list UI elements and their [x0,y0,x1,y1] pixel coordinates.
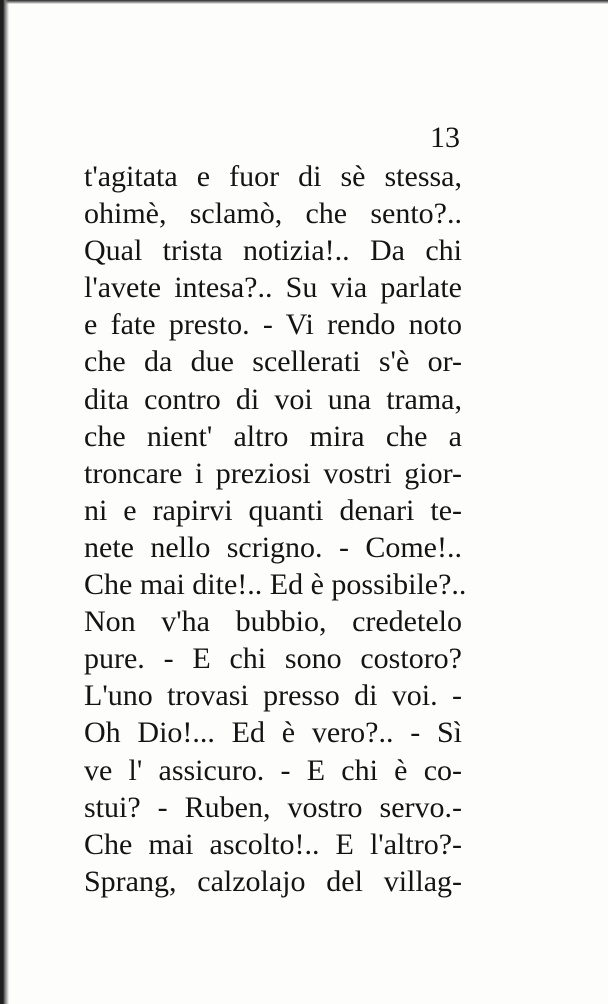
text-line: dita contro di voi una trama, [84,382,462,416]
text-line: stui? - Ruben, vostro servo.- [84,790,462,824]
text-line: Che mai ascolto!.. E l'altro?- [84,827,462,861]
page-binding-edge [0,0,9,1004]
text-line: nete nello scrigno. - Come!.. [84,530,462,564]
text-line: e fate presto. - Vi rendo noto [84,308,462,342]
text-line: L'uno trovasi presso di voi. - [84,679,462,713]
text-line: Sprang, calzolajo del villag- [84,864,462,898]
text-line: pure. - E chi sono costoro? [84,642,462,676]
text-line: l'avete intesa?.. Su via parlate [84,271,462,305]
text-line: ni e rapirvi quanti denari te- [84,493,462,527]
body-text [84,158,467,900]
page-top-edge [0,0,608,4]
text-line: ohimè, sclamò, che sento?.. [84,197,462,231]
text-line: troncare i preziosi vostri gior- [84,456,462,490]
text-line: che da due scellerati s'è or- [84,345,462,379]
text-line: Che mai dite!.. Ed è possibile?.. [84,568,467,602]
text-line: Non v'ha bubbio, credetelo [84,605,462,639]
text-line: Oh Dio!... Ed è vero?.. - Sì [84,716,462,750]
text-line: che nient' altro mira che a [84,419,462,453]
page-number: 13 [430,121,460,154]
text-line: ve l' assicuro. - E chi è co- [84,753,462,787]
text-line: t'agitata e fuor di sè stessa, [84,160,462,193]
text-line: Qual trista notizia!.. Da chi [84,234,462,268]
